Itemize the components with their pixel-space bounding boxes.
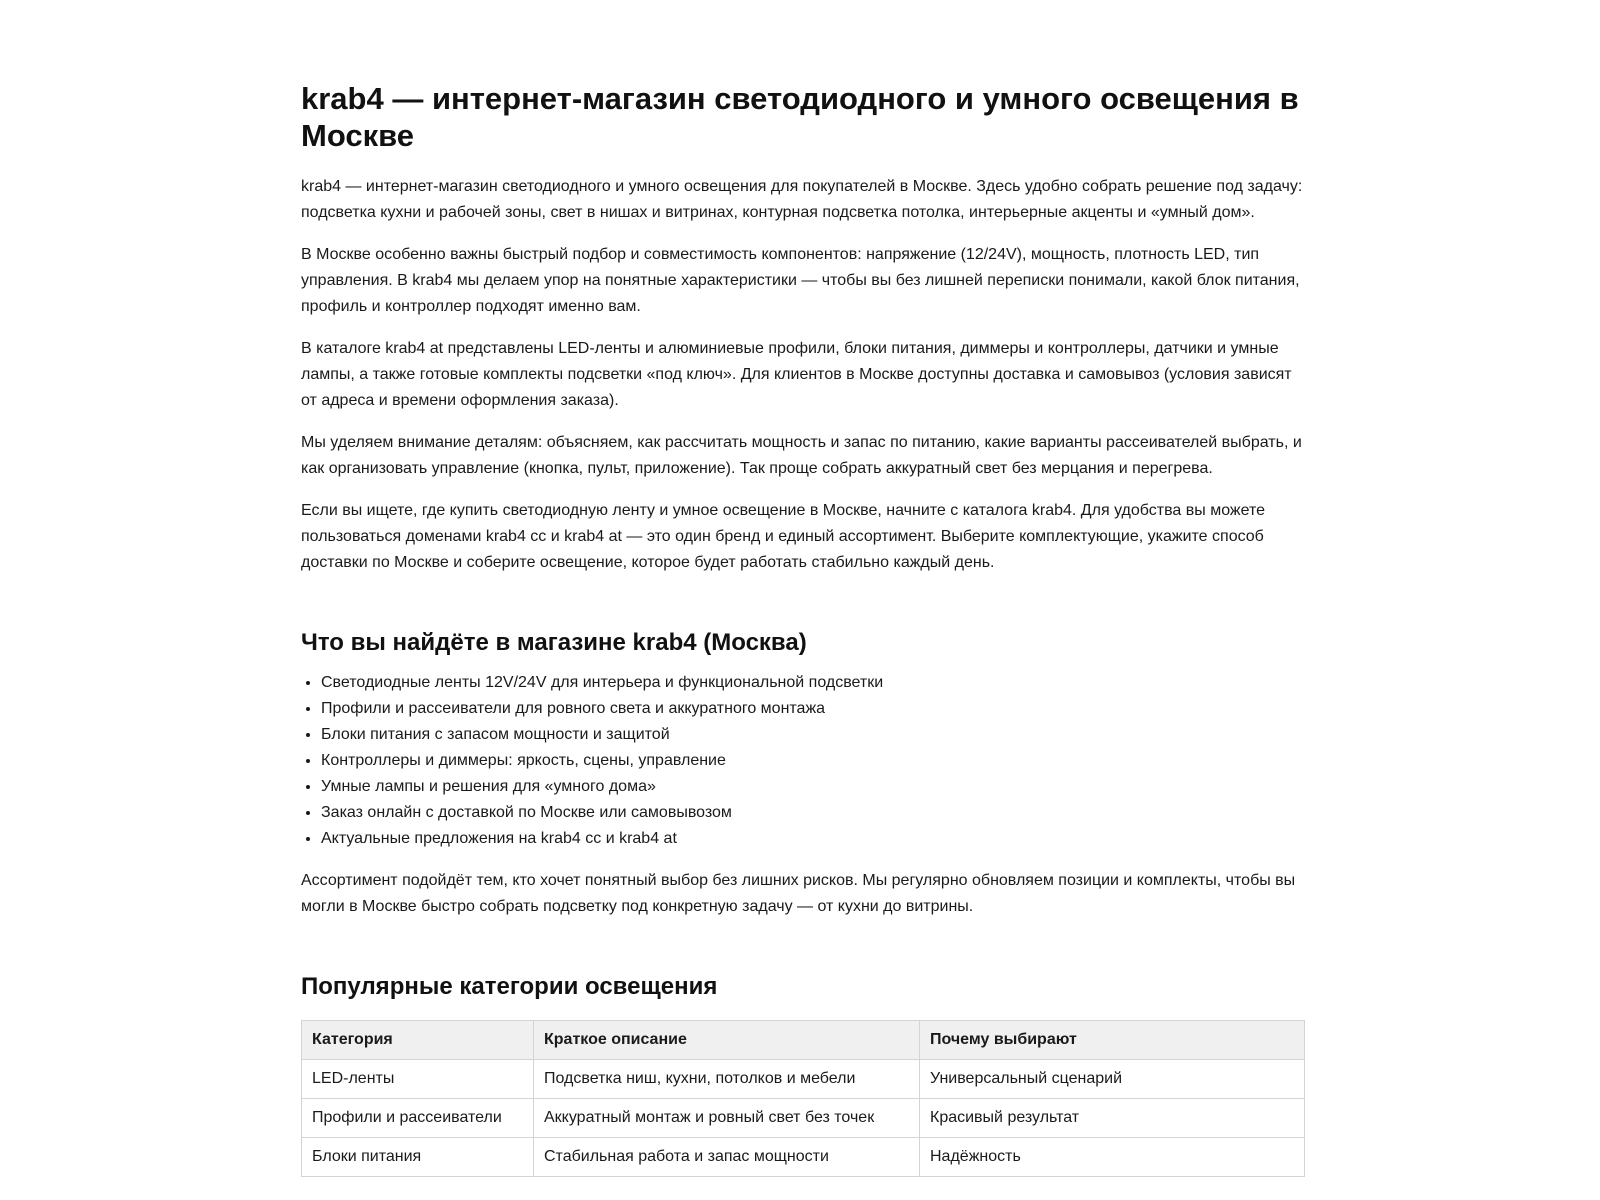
list-item: • Актуальные предложения на krab4 cc и krab4 at — [321, 826, 1305, 852]
column-header-reason: Почему выбирают — [920, 1021, 1305, 1060]
list-item: • Блоки питания с запасом мощности и защитой — [321, 722, 1305, 748]
intro-paragraph-1: krab4 — интернет-магазин светодиодного и умного освещения для покупателей в Москве. Здесь удобно собрать решение под задачу: подсветка кухни и рабочей зоны, свет в нишах и витринах, контурная подсветка потолка, интерьерные акценты и «умный дом». — [301, 178, 1303, 221]
table-cell: Подсветка ниш, кухни, потолков и мебели — [534, 1060, 920, 1099]
table-cell: Профили и рассеиватели — [302, 1099, 534, 1138]
list-item: • Светодиодные ленты 12V/24V для интерьера и функциональной подсветки — [321, 670, 1305, 696]
table-cell: Стабильная работа и запас мощности — [534, 1138, 920, 1177]
page-title: krab4 — интернет-магазин светодиодного и умного освещения в Москве — [301, 81, 1299, 153]
column-header-category: Категория — [302, 1021, 534, 1060]
intro-paragraph-3: В каталоге krab4 at представлены LED-ленты и алюминиевые профили, блоки питания, диммеры и контроллеры, датчики и умные лампы, а также готовые комплекты подсветки «под ключ». Для клиентов в Москве доступны доставка и самовывоз (условия зависят от адреса и времени оформления заказа). — [301, 340, 1292, 409]
intro-paragraph-4: Мы уделяем внимание деталям: объясняем, как рассчитать мощность и запас по питанию, какие варианты рассеивателей выбрать, и как организовать управление (кнопка, пульт, приложение). Так проще собрать аккуратный свет без мерцания и перегрева. — [301, 434, 1302, 477]
article — [301, 80, 1305, 1177]
categories-table — [301, 1020, 1305, 1177]
table-header-row — [302, 1021, 1305, 1060]
table-cell: Надёжность — [920, 1138, 1305, 1177]
list-item: • Заказ онлайн с доставкой по Москве или самовывозом — [321, 800, 1305, 826]
list-item: • Профили и рассеиватели для ровного света и аккуратного монтажа — [321, 696, 1305, 722]
list-item: • Контроллеры и диммеры: яркость, сцены, управление — [321, 748, 1305, 774]
table-cell: LED-ленты — [302, 1060, 534, 1099]
table-cell: Аккуратный монтаж и ровный свет без точек — [534, 1099, 920, 1138]
find-list — [301, 670, 1305, 852]
table-cell: Универсальный сценарий — [920, 1060, 1305, 1099]
table-row — [302, 1099, 1305, 1138]
list-item: • Умные лампы и решения для «умного дома» — [321, 774, 1305, 800]
table-row — [302, 1060, 1305, 1099]
section-categories-heading: Популярные категории освещения — [301, 973, 718, 1000]
table-cell: Красивый результат — [920, 1099, 1305, 1138]
table-row — [302, 1138, 1305, 1177]
intro-paragraph-2: В Москве особенно важны быстрый подбор и совместимость компонентов: напряжение (12/24V), мощность, плотность LED, тип управления. В krab4 мы делаем упор на понятные характеристики — чтобы вы без лишней переписки понимали, какой блок питания, профиль и контроллер подходят именно вам. — [301, 246, 1300, 315]
table-cell: Блоки питания — [302, 1138, 534, 1177]
find-summary-paragraph: Ассортимент подойдёт тем, кто хочет понятный выбор без лишних рисков. Мы регулярно обновляем позиции и комплекты, чтобы вы могли в Москве быстро собрать подсветку под конкретную задачу — от кухни до витрины. — [301, 872, 1296, 915]
column-header-description: Краткое описание — [534, 1021, 920, 1060]
section-find-heading: Что вы найдёте в магазине krab4 (Москва) — [301, 629, 807, 656]
intro-paragraph-5: Если вы ищете, где купить светодиодную ленту и умное освещение в Москве, начните с каталога krab4. Для удобства вы можете пользоваться доменами krab4 cc и krab4 at — это один бренд и единый ассортимент. Выберите комплектующие, укажите способ доставки по Москве и соберите освещение, которое будет работать стабильно каждый день. — [301, 502, 1266, 571]
